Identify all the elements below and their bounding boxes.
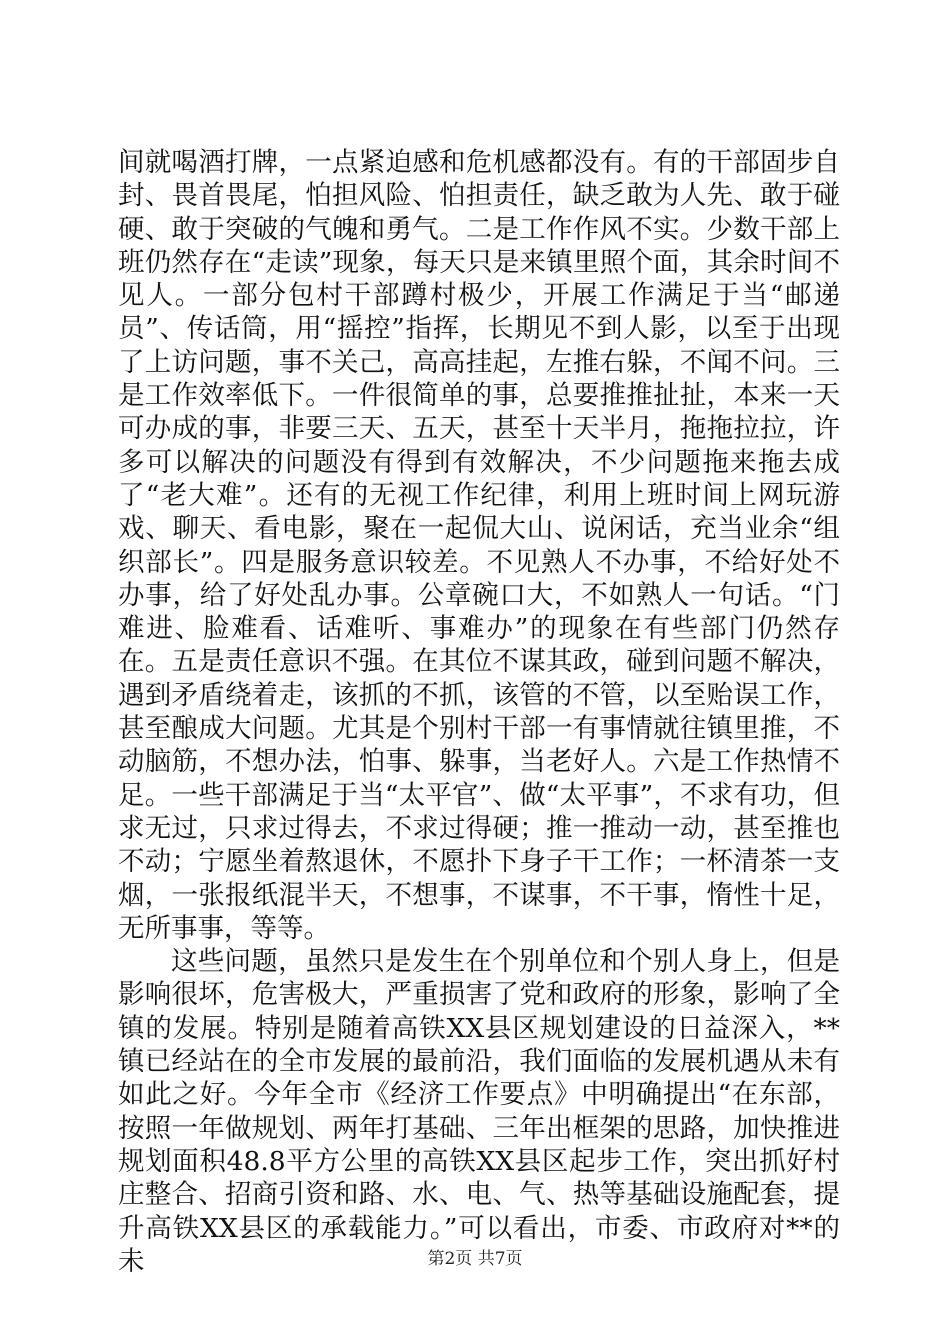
paragraph-continued: 间就喝酒打牌，一点紧迫感和危机感都没有。有的干部固步自封、畏首畏尾，怕担风险、怕担责任，缺乏敢为人先、敢于碰硬、敢于突破的气魄和勇气。二是工作作风不实。少数干部上班仍然存在“走读”现象，每天只是来镇里照个面，其余时间不见人。一部分包村干部蹲村极少，开展工作满足于当“邮递员”、传话筒，用“摇控”指挥，长期见不到人影，以至于出现了上访问题，事不关己，高高挂起，左推右躲，不闻不问。三是工作效率低下。一件很简单的事，总要推推扯扯，本来一天可办成的事，非要三天、五天，甚至十天半月，拖拖拉拉，许多可以解决的问题没有得到有效解决，不少问题拖来拖去成了“老大难”。还有的无视工作纪律，利用上班时间上网玩游戏、聊天、看电影，聚在一起侃大山、说闲话，充当业余“组织部长”。四是服务意识较差。不见熟人不办事，不给好处不办事，给了好处乱办事。公章碗口大，不如熟人一句话。“门难进、脸难看、话难听、事难办”的现象在有些部门仍然存在。五是责任意识不强。在其位不谋其政，碰到问题不解决，遇到矛盾绕着走，该抓的不抓，该管的不管，以至贻误工作，甚至酿成大问题。尤其是个别村干部一有事情就往镇里推，不动脑筋，不想办法，怕事、躲事，当老好人。六是工作热情不足。一些干部满足于当“太平官”、做“太平事”，不求有功，但求无过，只求过得去，不求过得硬；推一推动一动，甚至推也不动；宁愿坐着熬退休，不愿扑下身子干工作；一杯清茶一支烟，一张报纸混半天，不想事，不谋事，不干事，惰性十足，无所事事，等等。: [118, 147, 840, 944]
document-body: [118, 146, 840, 1278]
page-footer: [0, 1244, 950, 1269]
paragraph: 这些问题，虽然只是发生在个别单位和个别人身上，但是影响很坏，危害极大，严重损害了党和政府的形象，影响了全镇的发展。特别是随着高铁XX县区规划建设的日益深入，**镇已经站在的全市发展的最前沿，我们面临的发展机遇从未有如此之好。今年全市《经济工作要点》中明确提出“在东部，按照一年做规划、两年打基础、三年出框架的思路，加快推进规划面积48.8平方公里的高铁XX县区起步工作，突出抓好村庄整合、招商引资和路、水、电、气、热等基础设施配套，提升高铁XX县区的承载能力。”可以看出，市委、市政府对**的未: [118, 946, 840, 1277]
page-number-label: 第2页 共7页: [427, 1249, 523, 1269]
